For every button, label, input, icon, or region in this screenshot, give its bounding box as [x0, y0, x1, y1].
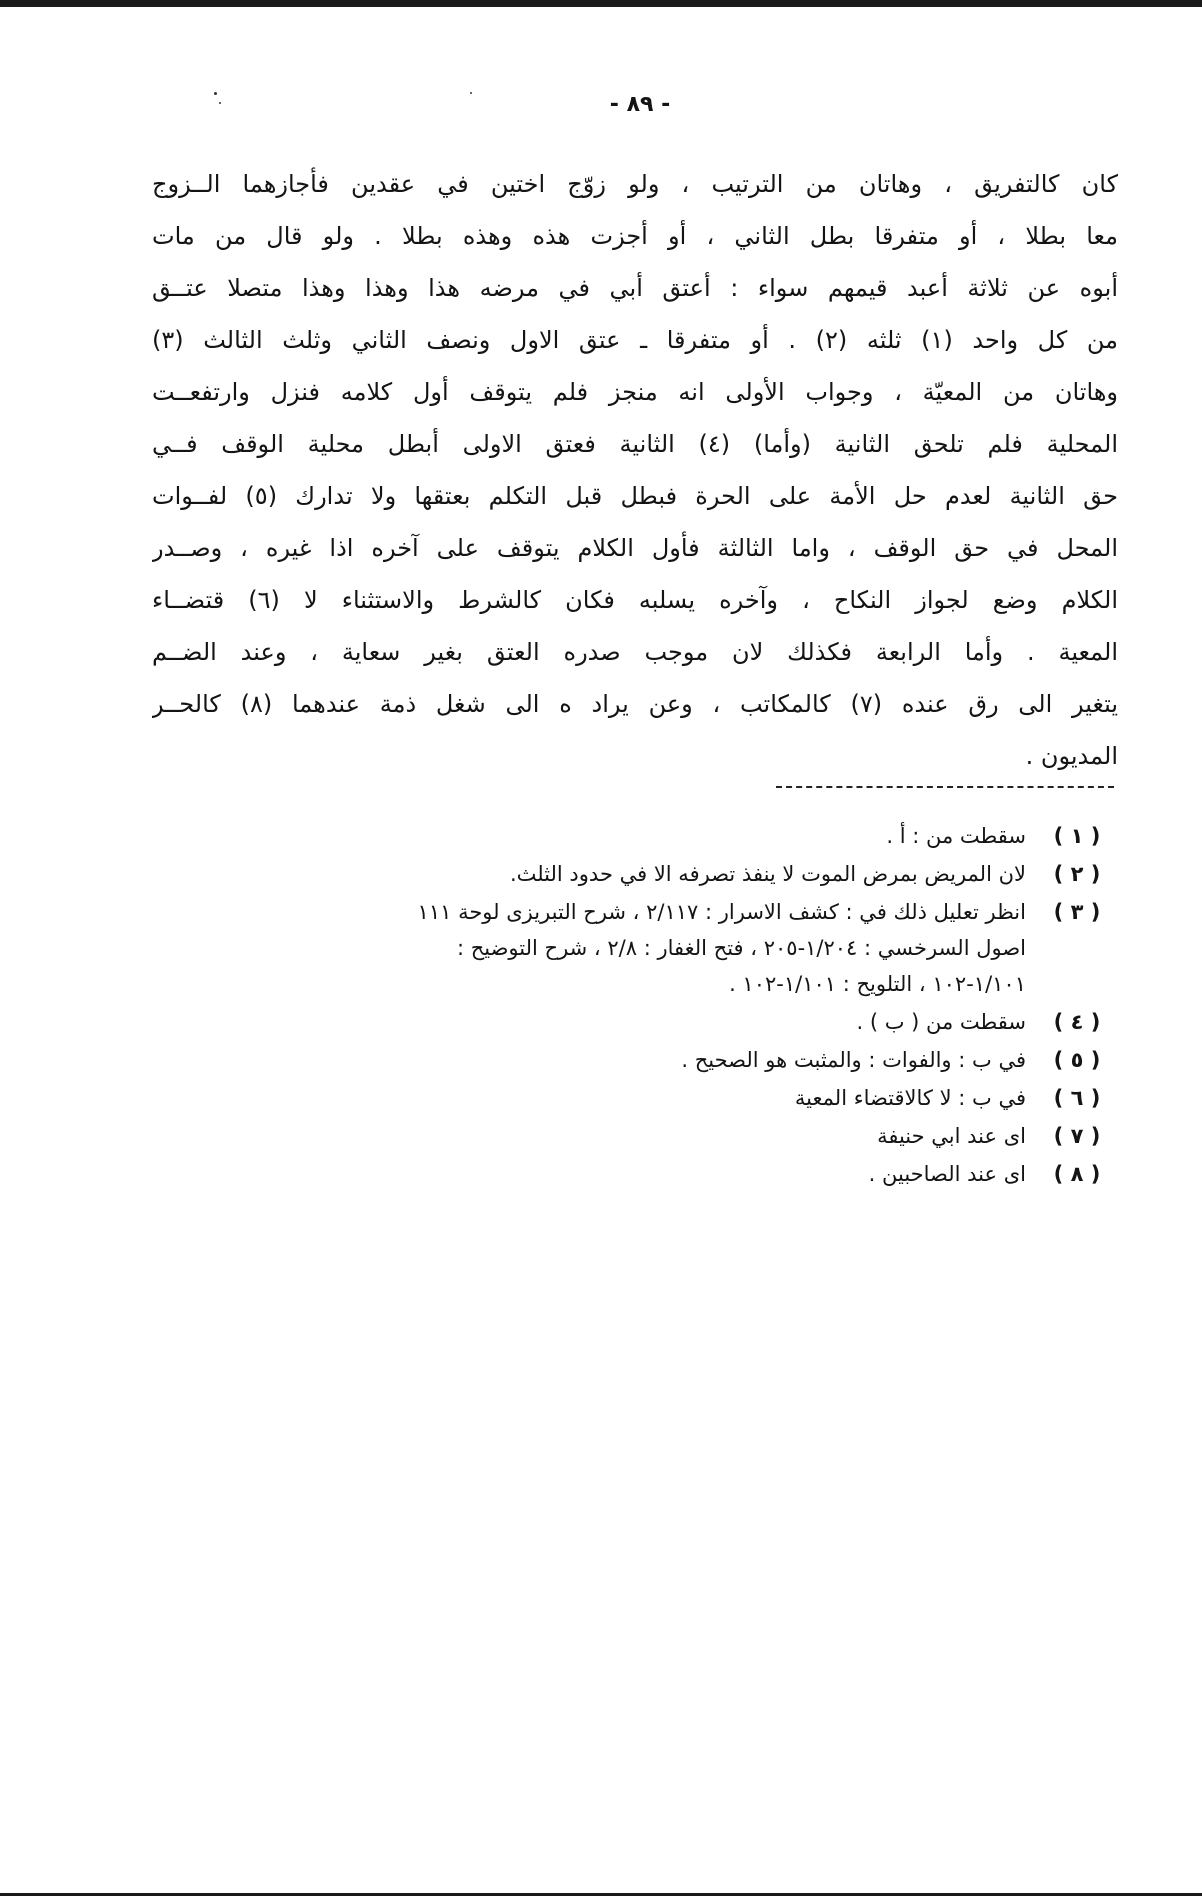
- text-line: المعية . وأما الرابعة فكذلك لان موجب صدره العتق بغير سعاية ، وعند الضــم: [152, 638, 1118, 666]
- footnote-text: [92, 1080, 1042, 1116]
- text-line: وهاتان من المعيّة ، وجواب الأولى انه منجز فلم يتوقف أول كلامه فنزل وارتفعــت: [152, 378, 1118, 406]
- text-line: يتغير الى رق عنده (٧) كالمكاتب ، وعن يراد ه الى شغل ذمة عندهما (٨) كالحــر: [152, 690, 1118, 718]
- footnote-number: ( ٢ ): [1053, 862, 1101, 886]
- footnote-line: سقطت من ( ب ) .: [856, 1010, 1026, 1034]
- footnote-text: [92, 894, 1042, 1002]
- footnote-line: اى عند الصاحبين .: [868, 1162, 1026, 1186]
- footnote: [92, 1080, 1112, 1116]
- footnote-number: ( ٥ ): [1053, 1048, 1101, 1072]
- footnote-number: ( ٨ ): [1053, 1162, 1101, 1186]
- text-line: المحل في حق الوقف ، واما الثالثة فأول الكلام يتوقف على آخره اذا غيره ، وصــدر: [152, 534, 1118, 562]
- text-line: من كل واحد (١) ثلثه (٢) . أو متفرقا ـ عتق الاول ونصف الثاني وثلث الثالث (٣): [152, 326, 1118, 354]
- footnote-number: ( ٦ ): [1053, 1086, 1101, 1110]
- footnote: [92, 818, 1112, 854]
- text-line: المحلية فلم تلحق الثانية (وأما) (٤) الثانية فعتق الاولى أبطل محلية الوقف فــي: [152, 430, 1118, 458]
- scan-speck: [219, 102, 221, 104]
- footnote-number: ( ٣ ): [1053, 900, 1101, 924]
- footnote-line: انظر تعليل ذلك في : كشف الاسرار : ٢/١١٧ ، شرح التبريزى لوحة ١١١: [417, 900, 1026, 924]
- footnote-number: ( ١ ): [1053, 824, 1101, 848]
- footnote-line: اصول السرخسي : ١/٢٠٤-٢٠٥ ، فتح الغفار : ٢/٨ ، شرح التوضيح :: [456, 936, 1026, 960]
- scan-speck: [214, 92, 217, 95]
- footnote-line: لان المريض بمرض الموت لا ينفذ تصرفه الا في حدود الثلث.: [509, 862, 1026, 886]
- footnote-line: ١/١٠١-١٠٢ ، التلويح : ١/١٠١-١٠٢ .: [729, 972, 1026, 996]
- footnote-text: [92, 1118, 1042, 1154]
- footnote-text: [92, 1004, 1042, 1040]
- text-line: المديون .: [1025, 742, 1118, 770]
- text-line: كان كالتفريق ، وهاتان من الترتيب ، ولو زوّج اختين في عقدين فأجازهما الــزوج: [152, 170, 1118, 198]
- footnotes: [92, 818, 1112, 1194]
- footnote: [92, 1118, 1112, 1154]
- text-line: حق الثانية لعدم حل الأمة على الحرة فبطل قبل التكلم بعتقها ولا تدارك (٥) لفــوات: [152, 482, 1118, 510]
- page-number-dash-right: -: [661, 92, 671, 117]
- footnote: [92, 1042, 1112, 1078]
- footnote: [92, 1156, 1112, 1192]
- footnote: [92, 894, 1112, 1002]
- text-line: معا بطلا ، أو متفرقا بطل الثاني ، أو أجزت هذه وهذه بطلا . ولو قال من مات: [152, 222, 1118, 250]
- footnote-number: ( ٧ ): [1053, 1124, 1101, 1148]
- footnote-number: ( ٤ ): [1053, 1010, 1101, 1034]
- footnote-text: [92, 856, 1042, 892]
- top-scan-border: [0, 0, 1202, 7]
- text-line: أبوه عن ثلاثة أعبد قيمهم سواء : أعتق أبي في مرضه هذا وهذا وهذا متصلا عتــق: [152, 274, 1118, 302]
- footnote-separator: [776, 786, 1114, 788]
- footnote-text: [92, 1156, 1042, 1192]
- page-number-value: ٨٩: [626, 92, 654, 117]
- footnote-text: [92, 1042, 1042, 1078]
- footnote-line: في ب : لا كالاقتضاء المعية: [794, 1086, 1026, 1110]
- main-text: [152, 158, 1118, 782]
- footnote-line: اى عند ابي حنيفة: [877, 1124, 1026, 1148]
- text-line: الكلام وضع لجواز النكاح ، وآخره يسلبه فكان كالشرط والاستثناء لا (٦) قتضــاء: [152, 586, 1118, 614]
- page-number: [560, 92, 720, 117]
- footnote-text: [92, 818, 1042, 854]
- footnote: [92, 1004, 1112, 1040]
- page-number-dash-left: -: [609, 92, 619, 117]
- footnote-line: في ب : والفوات : والمثبت هو الصحيح .: [681, 1048, 1026, 1072]
- scan-speck: [470, 92, 472, 94]
- footnote: [92, 856, 1112, 892]
- footnote-line: سقطت من : أ .: [886, 824, 1026, 848]
